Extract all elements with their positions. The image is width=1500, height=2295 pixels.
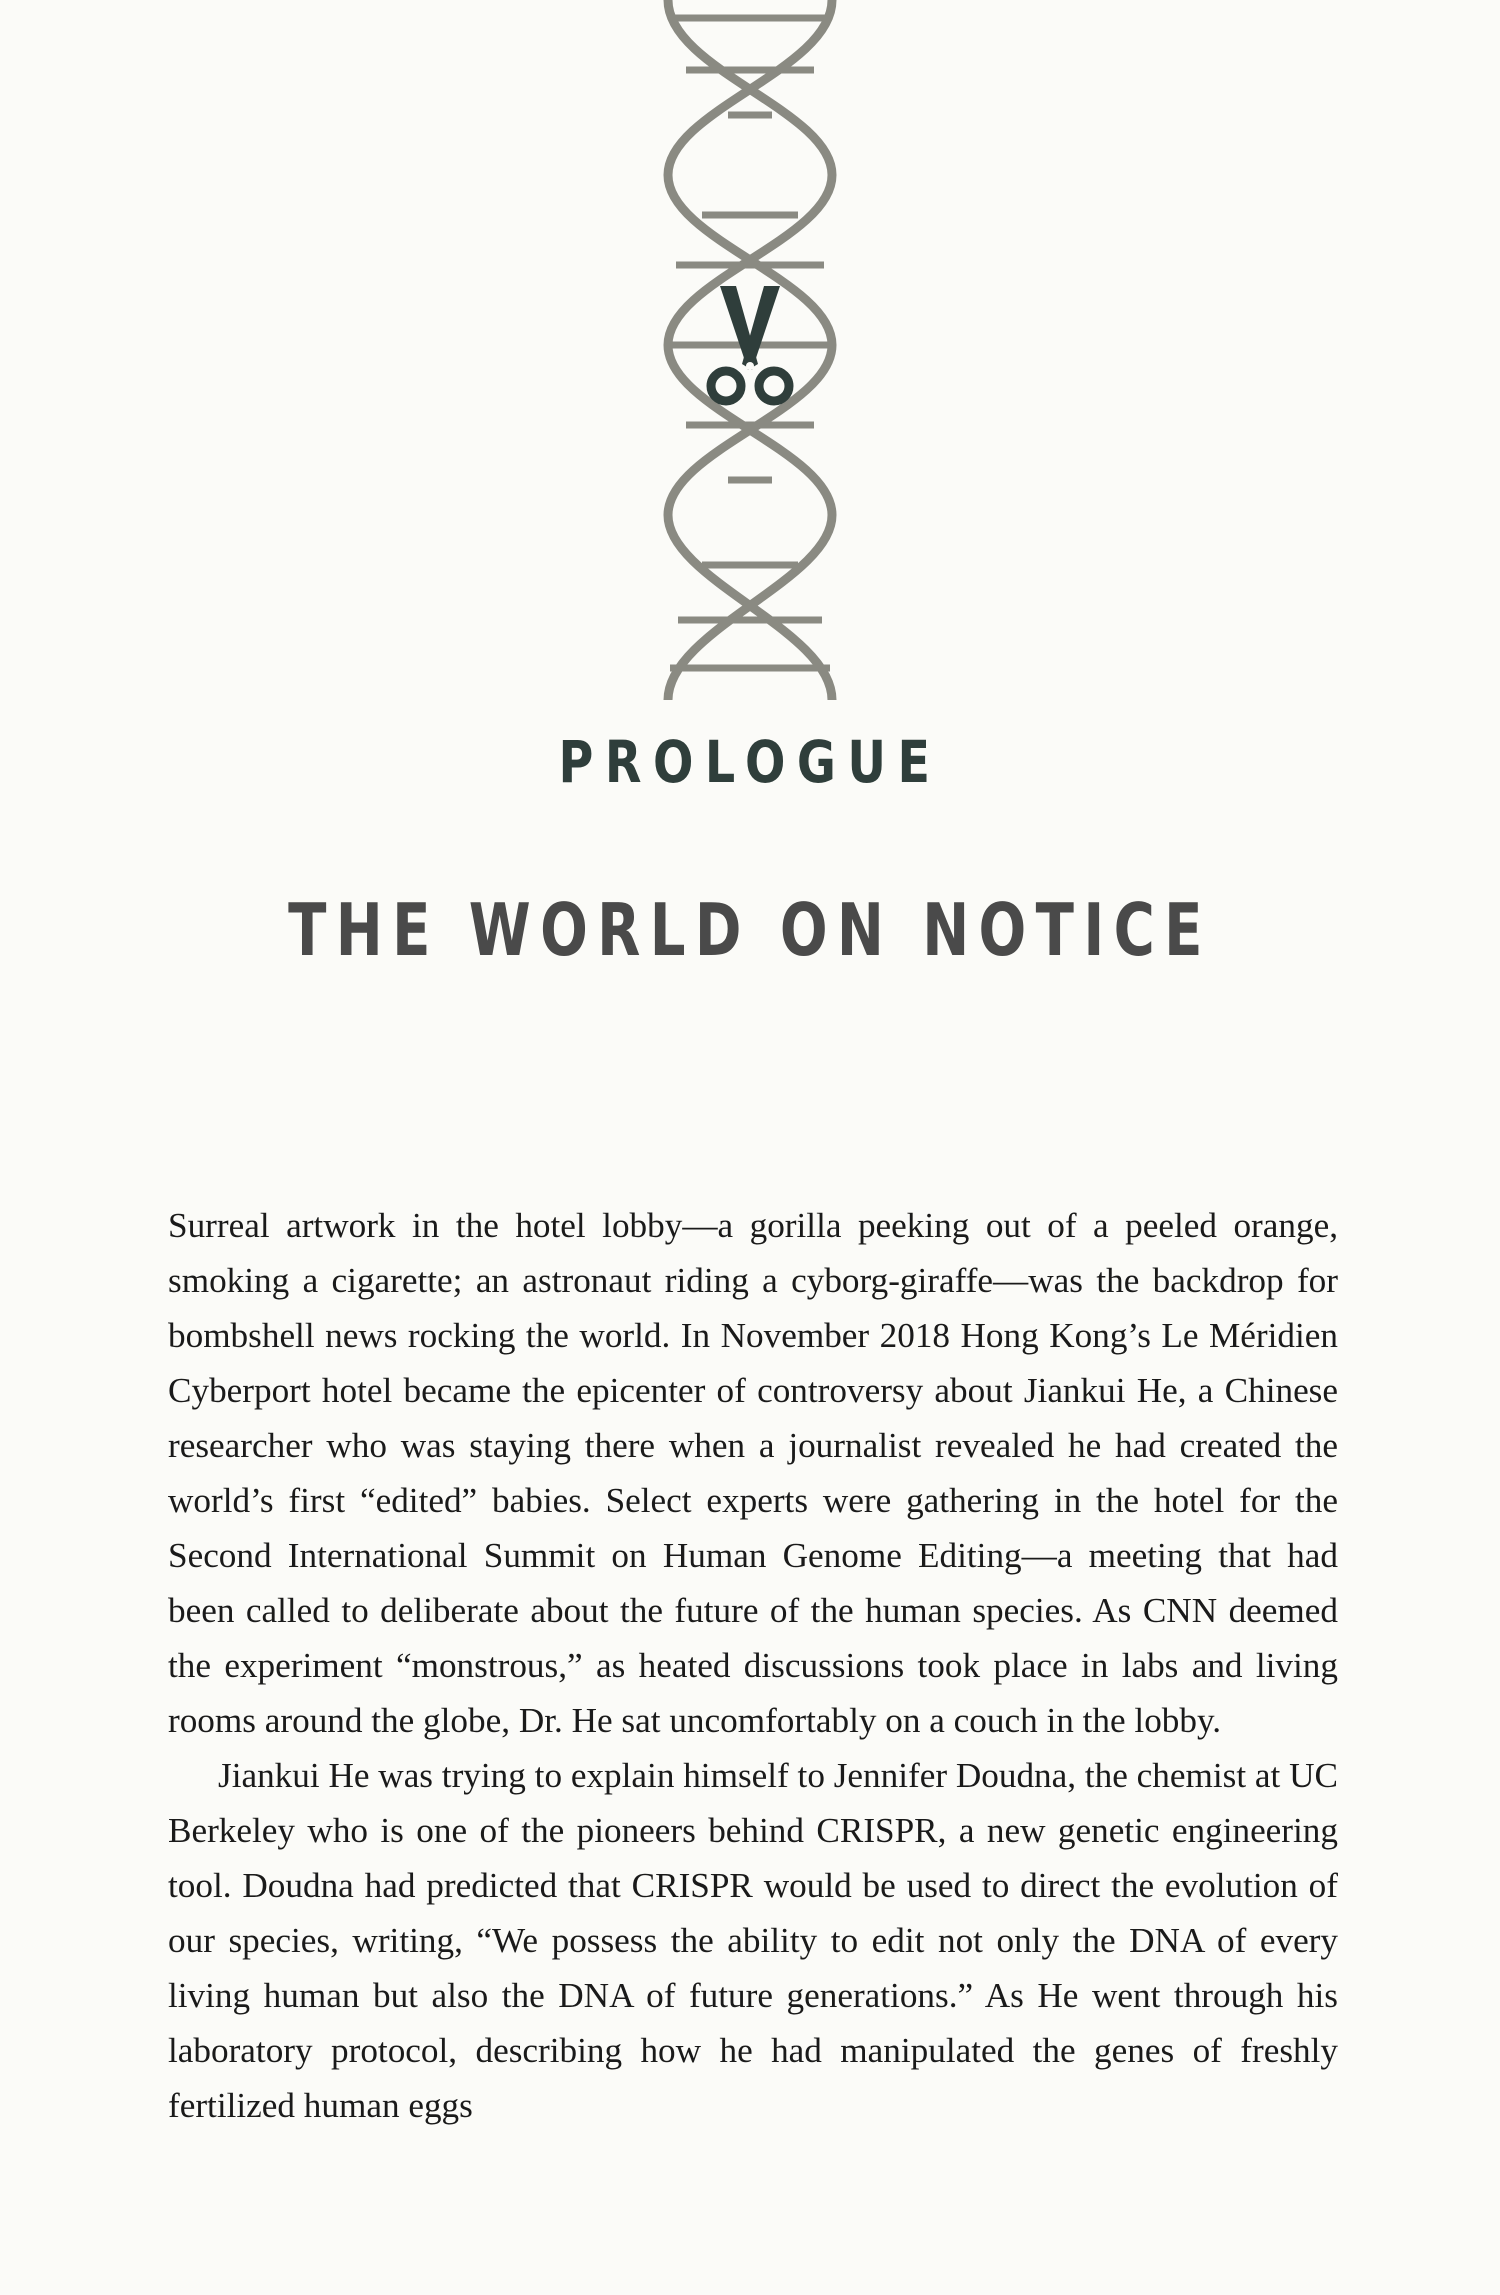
body-text — [168, 1198, 1338, 2133]
chapter-title: THE WORLD ON NOTICE — [288, 888, 1212, 972]
chapter-kicker: PROLOGUE — [558, 728, 942, 796]
scissors-icon — [698, 286, 802, 410]
paragraph: Jiankui He was trying to explain himself to Jennifer Doudna, the chemist at UC Berkeley who is one of the pioneers behind CRISPR, a new genetic engineering tool. Doudna had predicted that CRISPR would be used to direct the evolution of our species, writing, “We possess the ability to edit not only the DNA of every living human but also the DNA of future generations.” As He went through his laboratory protocol, describing how he had manipulated the genes of freshly fertilized human eggs — [168, 1756, 1338, 2125]
paragraph: Surreal artwork in the hotel lobby—a gorilla peeking out of a peeled orange, smoking a cigarette; an astronaut riding a cyborg-giraffe—was the backdrop for bombshell news rocking the world. In November 2018 Hong Kong’s Le Méridien Cyberport hotel became the epicenter of controversy about Jiankui He, a Chinese researcher who was staying there when a journalist revealed he had created the world’s first “edited” babies. Select experts were gathering in the hotel for the Second International Summit on Human Genome Editing—a meeting that had been called to deliberate about the future of the human species. As CNN deemed the experiment “monstrous,” as heated discussions took place in labs and living rooms around the globe, Dr. He sat uncomfortably on a couch in the lobby. — [168, 1206, 1338, 1740]
